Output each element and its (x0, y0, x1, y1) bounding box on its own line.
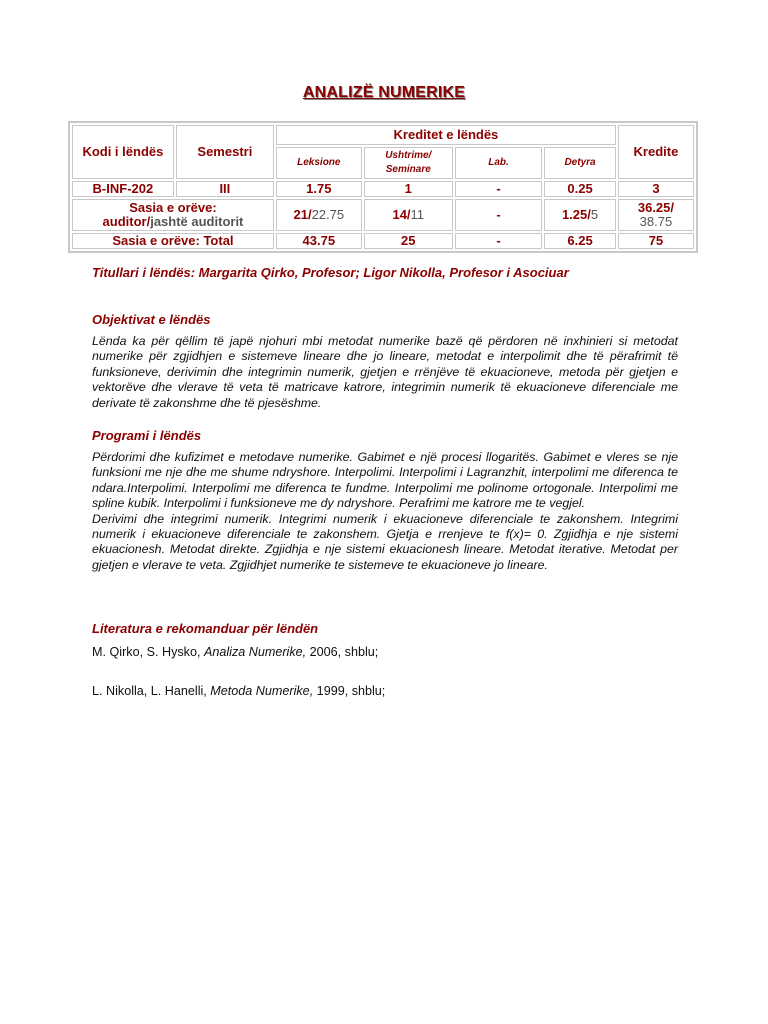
table-row (72, 199, 694, 231)
reference-item (92, 684, 678, 698)
reference-item (92, 645, 678, 659)
cell-lab: - (455, 181, 542, 197)
reference-details: 1999, shblu; (313, 684, 386, 698)
header-kredite: Kredite (618, 125, 694, 179)
value-primary: 21/ (293, 207, 312, 222)
table-row (72, 181, 694, 197)
value-primary: 1.25/ (561, 207, 591, 222)
header-semestri: Semestri (176, 125, 274, 179)
value-primary: 36.25/ (637, 200, 675, 215)
cell-semestri: III (176, 181, 274, 197)
programi-heading: Programi i lëndës (92, 428, 202, 443)
programi-paragraph-2: Derivimi dhe integrimi numerik. Integrimi numerik i ekuacioneve diferenciale te zakonshem. Integrimi numerik i ekuacioneve diferenciale te zakonshem. Gjetja e rrenjeve te f(x)= 0. Zgjidhja e nje sistemi ekuacionesh. Metodat direkte. Zgjidhja e nje sistemi ekuacionesh lineare. Metodat iterative. Metodat per gjetjen e vlerave te veta. Zgjidhjet numerike te sistemeve te ekuacioneve jo lineare. (92, 511, 678, 572)
objektivat-heading: Objektivat e lëndës (92, 312, 211, 327)
value-primary: 14/ (392, 207, 411, 222)
cell-ushtrime (364, 199, 453, 231)
reference-details: 2006, shblu; (306, 645, 379, 659)
cell-ushtrime: 25 (364, 233, 453, 249)
cell-leksione: 1.75 (276, 181, 362, 197)
course-info-table (68, 121, 698, 253)
cell-lab: - (455, 199, 542, 231)
cell-kodi: B-INF-202 (72, 181, 174, 197)
header-kreditet: Kreditet e lëndës (276, 125, 616, 145)
reference-authors: L. Nikolla, L. Hanelli, (92, 684, 211, 698)
value-secondary: 11 (410, 207, 425, 222)
objektivat-paragraph: Lënda ka për qëllim të japë njohuri mbi metodat numerike bazë që përdoren në inxhinieri si metodat numerike për zgjidhjen e sistemeve lineare dhe jo lineare, metodat e interpolimit dhe të përafrimit të funksioneve, derivimin dhe integrimin numerik, gjetjen e rrënjëve të ekuacioneve, metoda për gjetjen e vektorëve dhe vlerave të veta të matricave katrore, integrimin numerik të ekuacioneve diferenciale me derivate të zakonshme dhe të pjesëshme. (92, 334, 678, 410)
cell-leksione: 43.75 (276, 233, 362, 249)
value-secondary: 22.75 (311, 207, 345, 222)
table-row (72, 233, 694, 249)
sasia-label-jashte: jashtë auditorit (150, 214, 244, 229)
header-ushtrime-line2: Seminare (385, 164, 431, 175)
objektivat-text (92, 334, 678, 411)
cell-kredite: 75 (618, 233, 694, 249)
literatura-heading: Literatura e rekomanduar për lëndën (92, 621, 319, 636)
reference-authors: M. Qirko, S. Hysko, (92, 645, 204, 659)
cell-sasia-label (72, 199, 274, 231)
reference-title: Analiza Numerike, (203, 645, 307, 659)
cell-detyra: 0.25 (544, 181, 616, 197)
value-secondary: 5 (590, 207, 599, 222)
header-ushtrime-line1: Ushtrime/ (385, 150, 432, 161)
cell-leksione (276, 199, 362, 231)
cell-detyra (544, 199, 616, 231)
programi-text (92, 450, 678, 573)
reference-title: Metoda Numerike, (210, 684, 314, 698)
cell-total-label: Sasia e orëve: Total (72, 233, 274, 249)
titullari-line: Titullari i lëndës: Margarita Qirko, Profesor; Ligor Nikolla, Profesor i Asociuar (92, 265, 569, 280)
header-kodi: Kodi i lëndës (72, 125, 174, 179)
cell-detyra: 6.25 (544, 233, 616, 249)
sasia-label-line1: Sasia e orëve: (129, 200, 217, 215)
cell-kredite: 3 (618, 181, 694, 197)
header-ushtrime (364, 147, 453, 179)
programi-paragraph-1: Përdorimi dhe kufizimet e metodave numerike. Gabimet e një procesi llogaritës. Gabimet e vleres se nje funksioni me nje dhe me shume ndryshore. Interpolimi. Interpolimi i Lagranzhit, interpolimi me diferenca te ndara.Interpolimi. Interpolimi me diferenca te fundme. Interpolimi me polinome ortogonale. Interpolimi me spline kubik. Interpolimi i funksioneve me dy ndryshore. Perafrimi me katrore me te vegjel. (92, 450, 678, 511)
table-header-row (72, 125, 694, 145)
page-title: ANALIZË NUMERIKE (302, 84, 466, 101)
cell-lab: - (455, 233, 542, 249)
sasia-label-auditor: auditor/ (102, 214, 151, 229)
header-lab: Lab. (455, 147, 542, 179)
cell-ushtrime: 1 (364, 181, 453, 197)
cell-kredite (618, 199, 694, 231)
header-detyra: Detyra (544, 147, 616, 179)
value-secondary: 38.75 (639, 214, 673, 229)
header-leksione: Leksione (276, 147, 362, 179)
